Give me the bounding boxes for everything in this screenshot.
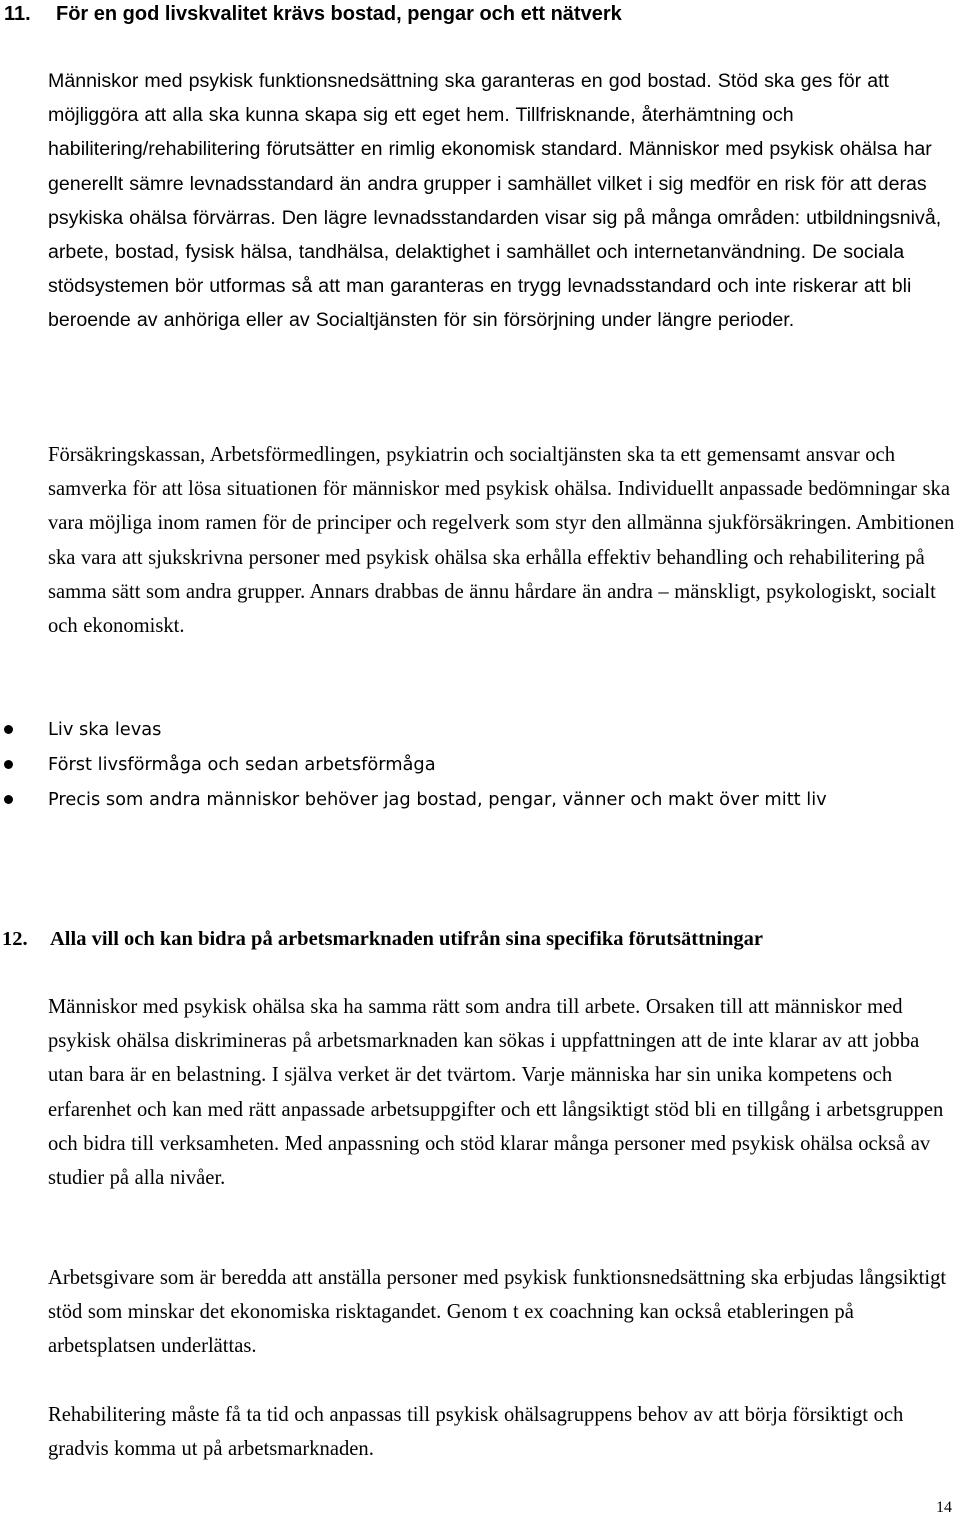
section-12-number: 12. — [2, 928, 28, 950]
page-number: 14 — [936, 1499, 952, 1516]
bullet-icon — [4, 725, 13, 734]
bullet-text: Precis som andra människor behöver jag bostad, pengar, vänner och makt över mitt liv — [48, 789, 827, 810]
bullet-item — [0, 747, 960, 782]
bullet-text: Först livsförmåga och sedan arbetsförmåga — [48, 754, 436, 775]
section-12-title: Alla vill och kan bidra på arbetsmarknaden utifrån sina specifika förutsättningar — [50, 928, 764, 950]
bullet-item — [0, 712, 960, 747]
section-11-paragraph-1: Människor med psykisk funktionsnedsättning ska garanteras en god bostad. Stöd ska ges för att möjliggöra att alla ska kunna skapa sig ett eget hem. Tillfrisknande, återhämtning och habilitering/rehabilitering förutsätter en rimlig ekonomisk standard. Människor med psykisk ohälsa har generellt sämre levnadsstandard än andra grupper i samhället vilket i sig medför en risk för att deras psykiska ohälsa förvärras. Den lägre levnadsstandarden visar sig på många områden: utbildningsnivå, arbete, bostad, fysisk hälsa, tandhälsa, delaktighet i samhället och internetanvändning. De sociala stödsystemen bör utformas så att man garanteras en trygg levnadsstandard och inte riskerar att bli beroende av anhöriga eller av Socialtjänsten för sin försörjning under längre perioder. — [48, 70, 942, 332]
bullet-text: Liv ska levas — [48, 719, 162, 740]
bullet-item — [0, 782, 960, 817]
section-11-heading — [0, 2, 960, 26]
section-12-paragraph-1: Människor med psykisk ohälsa ska ha samma rätt som andra till arbete. Orsaken till att människor med psykisk ohälsa diskrimineras på arbetsmarknaden kan sökas i uppfattningen att de inte klarar av att jobba utan bara är en belastning. I själva verket är det tvärtom. Varje människa har sin unika kompetens och erfarenhet och kan med rätt anpassade arbetsuppgifter och ett långsiktigt stöd bli en tillgång i arbetsgruppen och bidra till verksamheten. Med anpassning och stöd klarar många personer med psykisk ohälsa också av studier på alla nivåer. — [48, 996, 944, 1190]
section-11-paragraph-2: Försäkringskassan, Arbetsförmedlingen, psykiatrin och socialtjänsten ska ta ett gemensamt ansvar och samverka för att lösa situationen för människor med psykisk ohälsa. Individuellt anpassade bedömningar ska vara möjliga inom ramen för de principer och regelverk som styr den allmänna sjukförsäkringen. Ambitionen ska vara att sjukskrivna personer med psykisk ohälsa ska erhålla effektiv behandling och rehabilitering på samma sätt som andra grupper. Annars drabbas de ännu hårdare än andra – mänskligt, psykologiskt, socialt och ekonomiskt. — [48, 444, 955, 638]
bullet-icon — [4, 795, 13, 804]
bullet-icon — [4, 760, 13, 769]
section-11-title: För en god livskvalitet krävs bostad, pengar och ett nätverk — [56, 3, 622, 25]
section-12-paragraph-2: Arbetsgivare som är beredda att anställa personer med psykisk funktionsnedsättning ska erbjudas långsiktigt stöd som minskar det ekonomiska risktagandet. Genom t ex coachning kan också etableringen på arbetsplatsen underlättas. — [48, 1267, 947, 1358]
section-12-paragraph-3: Rehabilitering måste få ta tid och anpassas till psykisk ohälsagruppens behov av att börja försiktigt och gradvis komma ut på arbetsmarknaden. — [48, 1404, 904, 1461]
section-12-heading — [0, 927, 960, 951]
section-11-number: 11. — [4, 3, 31, 25]
section-11-bullet-list — [0, 712, 960, 817]
